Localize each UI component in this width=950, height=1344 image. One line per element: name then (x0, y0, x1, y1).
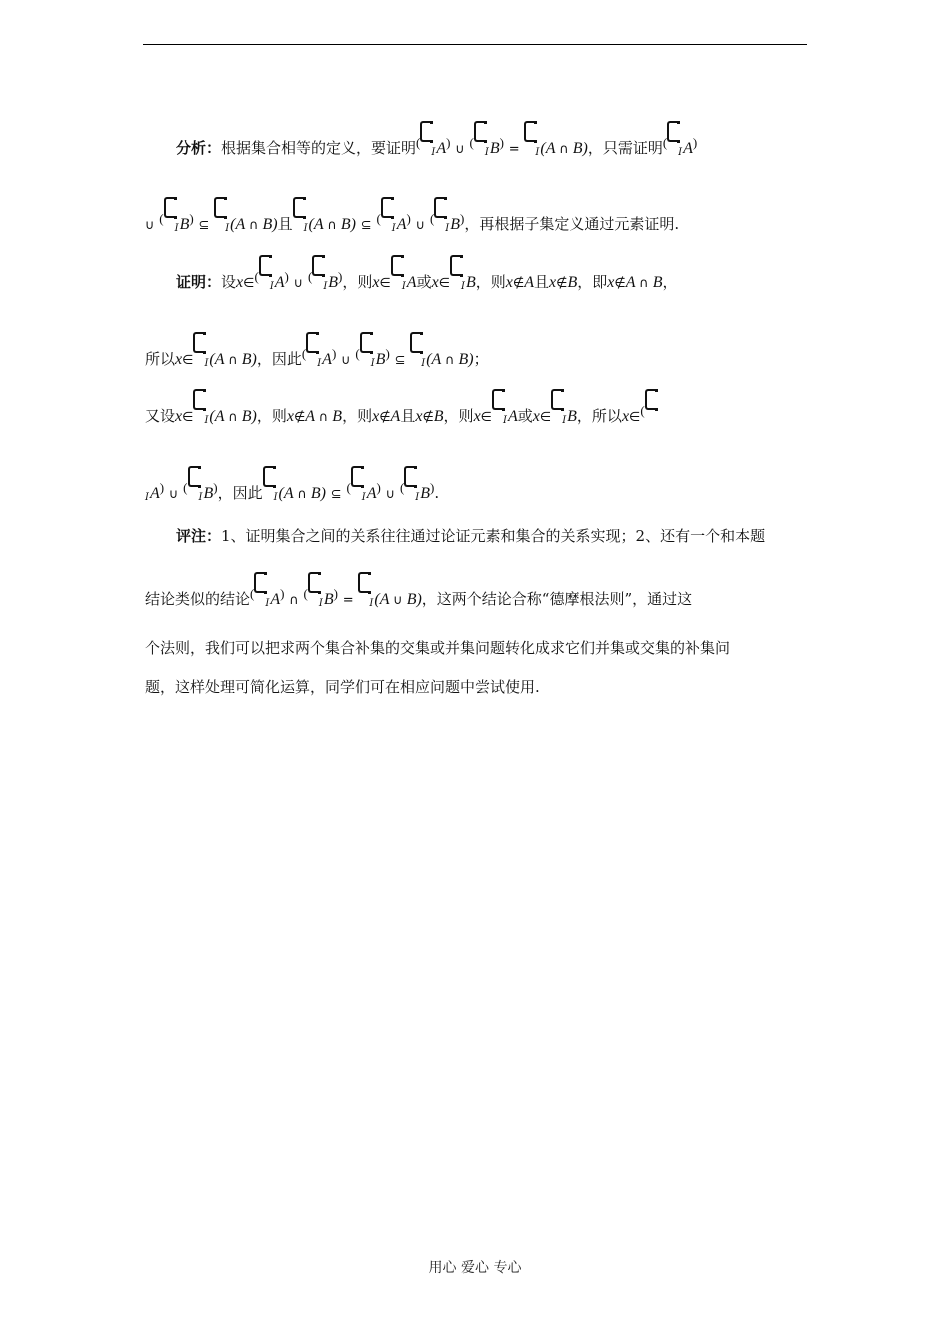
analysis-line-1: 分析：根据集合相等的定义，要证明(IA) ∪ (IB) = I(A ∩ B)，只需证明(IA) (176, 132, 810, 162)
complement-icon (524, 121, 534, 142)
complement-icon (492, 389, 502, 410)
complement-icon (188, 466, 198, 487)
proof-line-4: IA) ∪ (IB)，因此 I(A ∩ B) ⊆ (IA) ∪ (IB). (145, 477, 810, 507)
proof-label: 证明： (176, 273, 222, 291)
complement-icon (360, 332, 370, 353)
complement-icon (381, 197, 391, 218)
proof-line-1: 证明：设x∈(IA) ∪ (IB)，则x∈ IA或x∈ IB，则x∉A且x∉B，即x∉A ∩ B， (176, 266, 810, 296)
complement-icon (420, 121, 430, 142)
complement-icon (164, 197, 174, 218)
complement-icon (404, 466, 414, 487)
comment-line-4: 题，这样处理可简化运算，同学们可在相应问题中尝试使用. (145, 678, 540, 696)
complement-icon (308, 572, 318, 593)
complement-icon (450, 255, 460, 276)
proof-line-2: 所以x∈ I(A ∩ B)，因此(IA) ∪ (IB) ⊆ I(A ∩ B)； (145, 343, 810, 373)
complement-icon (391, 255, 401, 276)
proof-line-3: 又设x∈ I(A ∩ B)，则x∉A ∩ B，则x∉A且x∉B，则x∈ IA或x∈ IB，所以x∈( (145, 400, 810, 430)
analysis-line-2: ∪ (IB) ⊆ I(A ∩ B)且 I(A ∩ B) ⊆ (IA) ∪ (IB)，再根据子集定义通过元素证明. (145, 208, 810, 238)
comment-line-3: 个法则，我们可以把求两个集合补集的交集或并集问题转化成求它们并集或交集的补集问 (145, 639, 731, 657)
complement-icon (410, 332, 420, 353)
complement-icon (306, 332, 316, 353)
comment-line-2: 结论类似的结论(IA) ∩ (IB) = I(A ∪ B)，这两个结论合称“德摩根法则”，通过这 (145, 583, 810, 613)
complement-icon (667, 121, 677, 142)
analysis-label: 分析： (176, 139, 222, 157)
complement-icon (474, 121, 484, 142)
page-footer: 用心 爱心 专心 (428, 1260, 522, 1276)
complement-icon (254, 572, 264, 593)
complement-icon (293, 197, 303, 218)
complement-icon (351, 466, 361, 487)
complement-icon (263, 466, 273, 487)
comment-label: 评注： (176, 527, 222, 545)
complement-icon (645, 389, 655, 410)
header-rule (143, 44, 807, 45)
complement-icon (193, 332, 203, 353)
complement-icon (259, 255, 269, 276)
complement-icon (214, 197, 224, 218)
comment-line-1: 评注：1、证明集合之间的关系往往通过论证元素和集合的关系实现；2、还有一个和本题 (176, 527, 766, 545)
complement-icon (434, 197, 444, 218)
complement-icon (551, 389, 561, 410)
complement-icon (312, 255, 322, 276)
complement-icon (358, 572, 368, 593)
complement-icon (193, 389, 203, 410)
